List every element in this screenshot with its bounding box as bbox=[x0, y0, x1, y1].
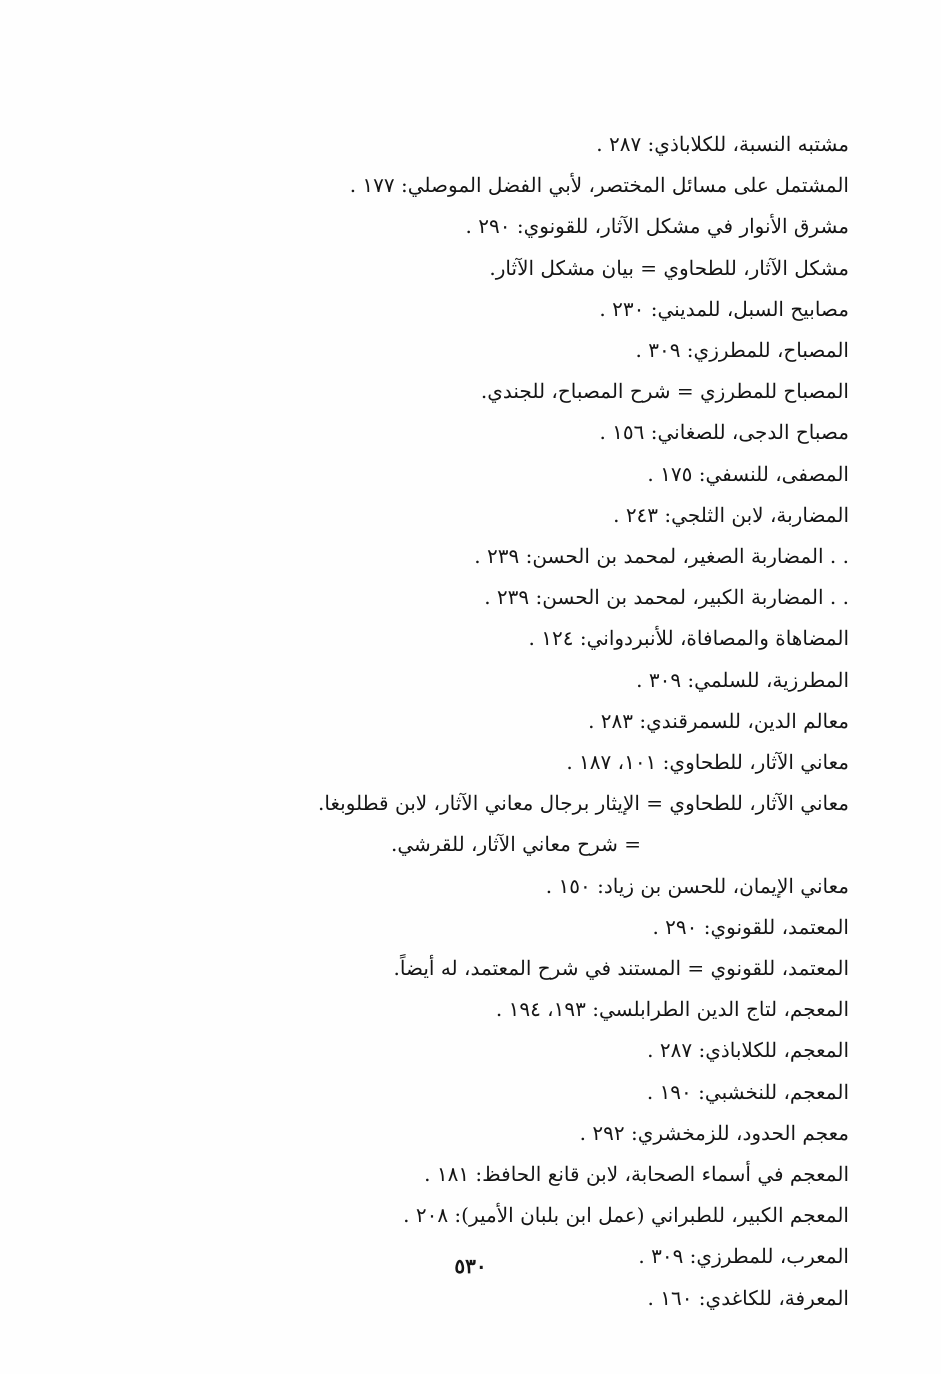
index-entry: معاني الإيمان، للحسن بن زياد: ١٥٠ . bbox=[545, 873, 849, 898]
index-entry: المصباح للمطرزي = شرح المصباح، للجندي. bbox=[480, 379, 849, 404]
index-entry: مصباح الدجى، للصغاني: ١٥٦ . bbox=[599, 420, 849, 445]
index-entry: المعجم، للنخشبي: ١٩٠ . bbox=[646, 1079, 849, 1104]
index-entry: المعرفة، للكاغدي: ١٦٠ . bbox=[647, 1285, 849, 1310]
page-number: ٥٣٠ bbox=[454, 1254, 487, 1278]
index-entry: المصفى، للنسفي: ١٧٥ . bbox=[647, 461, 849, 486]
index-entry: . . المضاربة الكبير، لمحمد بن الحسن: ٢٣٩ . bbox=[484, 585, 849, 610]
index-entry: معاني الآثار، للطحاوي = الإيثار برجال معاني الآثار، لابن قطلوبغا. bbox=[318, 791, 849, 816]
index-entry: المعجم الكبير، للطبراني (عمل ابن بلبان الأمير): ٢٠٨ . bbox=[403, 1203, 849, 1228]
index-entry: المعتمد، للقونوي = المستند في شرح المعتمد، له أيضاً. bbox=[393, 956, 849, 981]
index-entry: معاني الآثار، للطحاوي: ١٠١، ١٨٧ . bbox=[566, 750, 849, 775]
index-entry: مصابيح السبل، للمديني: ٢٣٠ . bbox=[599, 296, 849, 321]
index-entry: معجم الحدود، للزمخشري: ٢٩٢ . bbox=[579, 1120, 849, 1145]
index-entry: المعجم في أسماء الصحابة، لابن قانع الحافظ: ١٨١ . bbox=[424, 1162, 849, 1187]
index-entry-continuation: = شرح معاني الآثار، للقرشي. bbox=[391, 832, 641, 857]
index-entry: المعرب، للمطرزي: ٣٠٩ . bbox=[638, 1244, 849, 1269]
index-entry: المطرزية، للسلمي: ٣٠٩ . bbox=[636, 667, 849, 692]
index-entry: معالم الدين، للسمرقندي: ٢٨٣ . bbox=[588, 708, 849, 733]
index-entry: المعجم، لتاج الدين الطرابلسي: ١٩٣، ١٩٤ . bbox=[495, 997, 849, 1022]
index-entry-list bbox=[149, 124, 849, 1319]
index-entry: المضاهاة والمصافاة، للأنبردواني: ١٢٤ . bbox=[528, 626, 849, 651]
index-entry: المصباح، للمطرزي: ٣٠٩ . bbox=[635, 338, 849, 363]
index-entry: المضاربة، لابن الثلجي: ٢٤٣ . bbox=[613, 502, 849, 527]
index-entry: مشتبه النسبة، للكلاباذي: ٢٨٧ . bbox=[596, 132, 849, 156]
index-entry: . . المضاربة الصغير، لمحمد بن الحسن: ٢٣٩ . bbox=[474, 544, 849, 569]
index-entry: مشكل الآثار، للطحاوي = بيان مشكل الآثار. bbox=[489, 255, 849, 280]
index-entry: المعجم، للكلاباذي: ٢٨٧ . bbox=[647, 1038, 849, 1063]
index-entry: مشرق الأنوار في مشكل الآثار، للقونوي: ٢٩٠ . bbox=[465, 214, 849, 239]
index-entry: المعتمد، للقونوي: ٢٩٠ . bbox=[652, 914, 849, 939]
index-entry: المشتمل على مسائل المختصر، لأبي الفضل الموصلي: ١٧٧ . bbox=[349, 173, 849, 198]
